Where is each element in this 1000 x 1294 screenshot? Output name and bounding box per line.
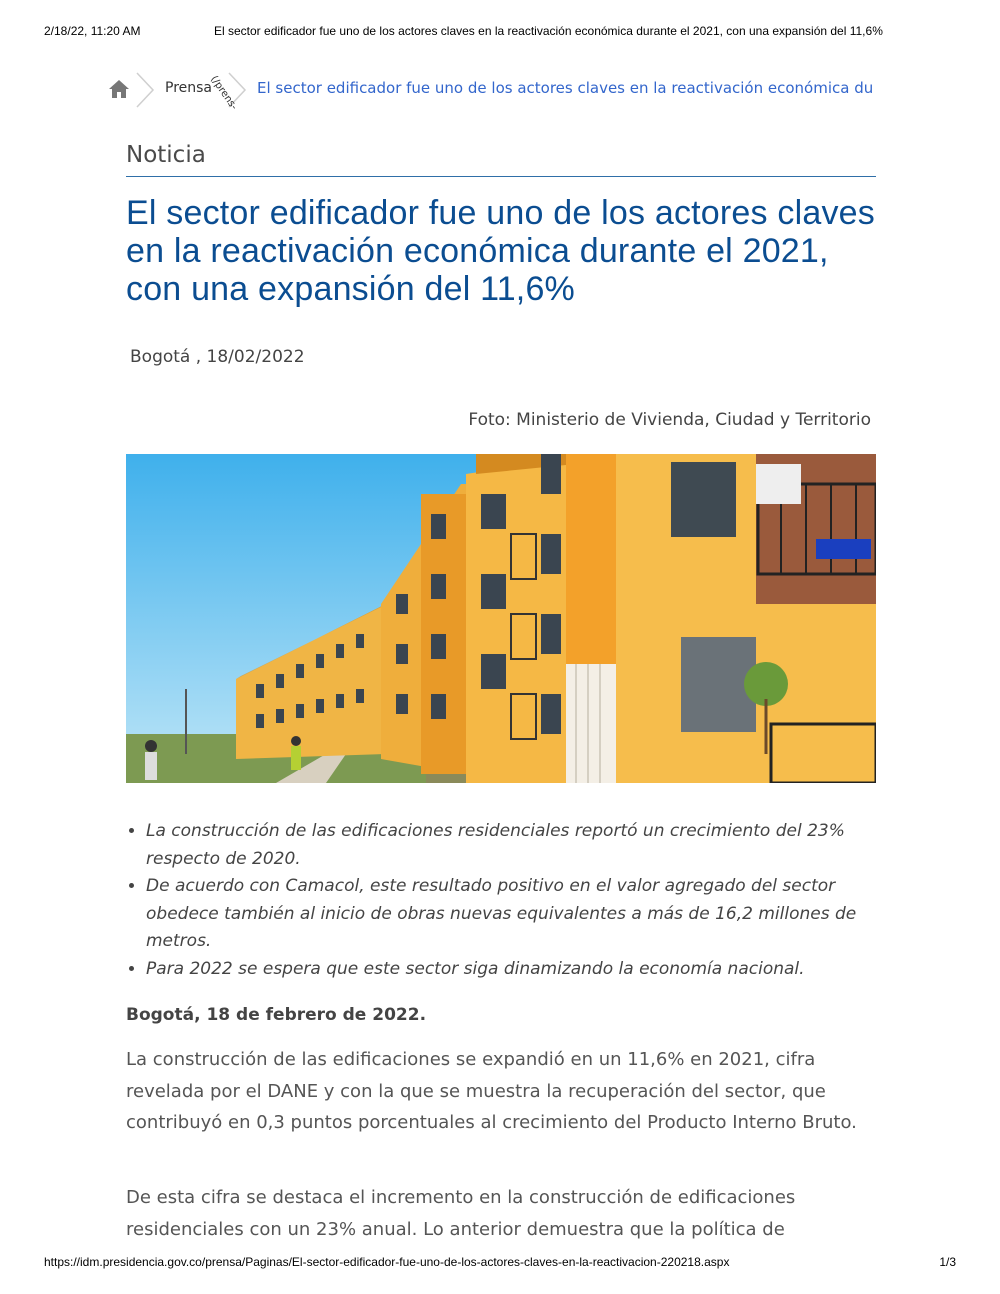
breadcrumb-current-link[interactable]: El sector edificador fue uno de los actores claves en la reactivación económica du bbox=[257, 79, 874, 97]
print-url: https://idm.presidencia.gov.co/prensa/Paginas/El-sector-edificador-fue-uno-de-los-actores-claves-en-la-reactivacion-220218.aspx bbox=[44, 1255, 730, 1269]
summary-bullet-list bbox=[126, 818, 906, 983]
article-headline: El sector edificador fue uno de los actores claves en la reactivación económica durante el 2021, con una expansión del 11,6% bbox=[126, 194, 875, 308]
print-page-number: 1/3 bbox=[939, 1255, 956, 1269]
summary-bullet: • Para 2022 se espera que este sector siga dinamizando la economía nacional. bbox=[146, 956, 906, 984]
lead-dateline: Bogotá, 18 de febrero de 2022. bbox=[126, 1005, 427, 1025]
breadcrumb bbox=[107, 72, 897, 113]
section-label: Noticia bbox=[126, 142, 206, 168]
print-datetime: 2/18/22, 11:20 AM bbox=[44, 24, 141, 38]
article-dateline: Bogotá , 18/02/2022 bbox=[130, 347, 305, 367]
photo-credit: Foto: Ministerio de Vivienda, Ciudad y Territorio bbox=[468, 410, 871, 430]
summary-bullet: • La construcción de las edificaciones residenciales reportó un crecimiento del 23% respecto de 2020. bbox=[146, 818, 906, 873]
breadcrumb-url-fragment: (/prens- bbox=[207, 74, 240, 113]
summary-bullet: • De acuerdo con Camacol, este resultado positivo en el valor agregado del sector obedece también al inicio de obras nuevas equivalentes a más de 16,2 millones de metros. bbox=[146, 873, 906, 956]
article-photo bbox=[126, 454, 876, 783]
breadcrumb-prensa-link[interactable]: Prensa bbox=[165, 80, 213, 96]
print-page-title: El sector edificador fue uno de los actores claves en la reactivación económica durante el 2021, con una expansión del 11,6% bbox=[214, 24, 883, 38]
chevron-right-icon bbox=[131, 72, 159, 108]
body-paragraph: La construcción de las edificaciones se expandió en un 11,6% en 2021, cifra revelada por el DANE y con la que se muestra la recuperación del sector, que contribuyó en 0,3 puntos porcentuales al crecimiento del Producto Interno Bruto. bbox=[126, 1049, 857, 1133]
body-paragraph: De esta cifra se destaca el incremento en la construcción de edificaciones residenciales con un 23% anual. Lo anterior demuestra que la política de bbox=[126, 1187, 796, 1240]
section-divider bbox=[126, 176, 876, 177]
home-icon[interactable] bbox=[107, 78, 131, 100]
